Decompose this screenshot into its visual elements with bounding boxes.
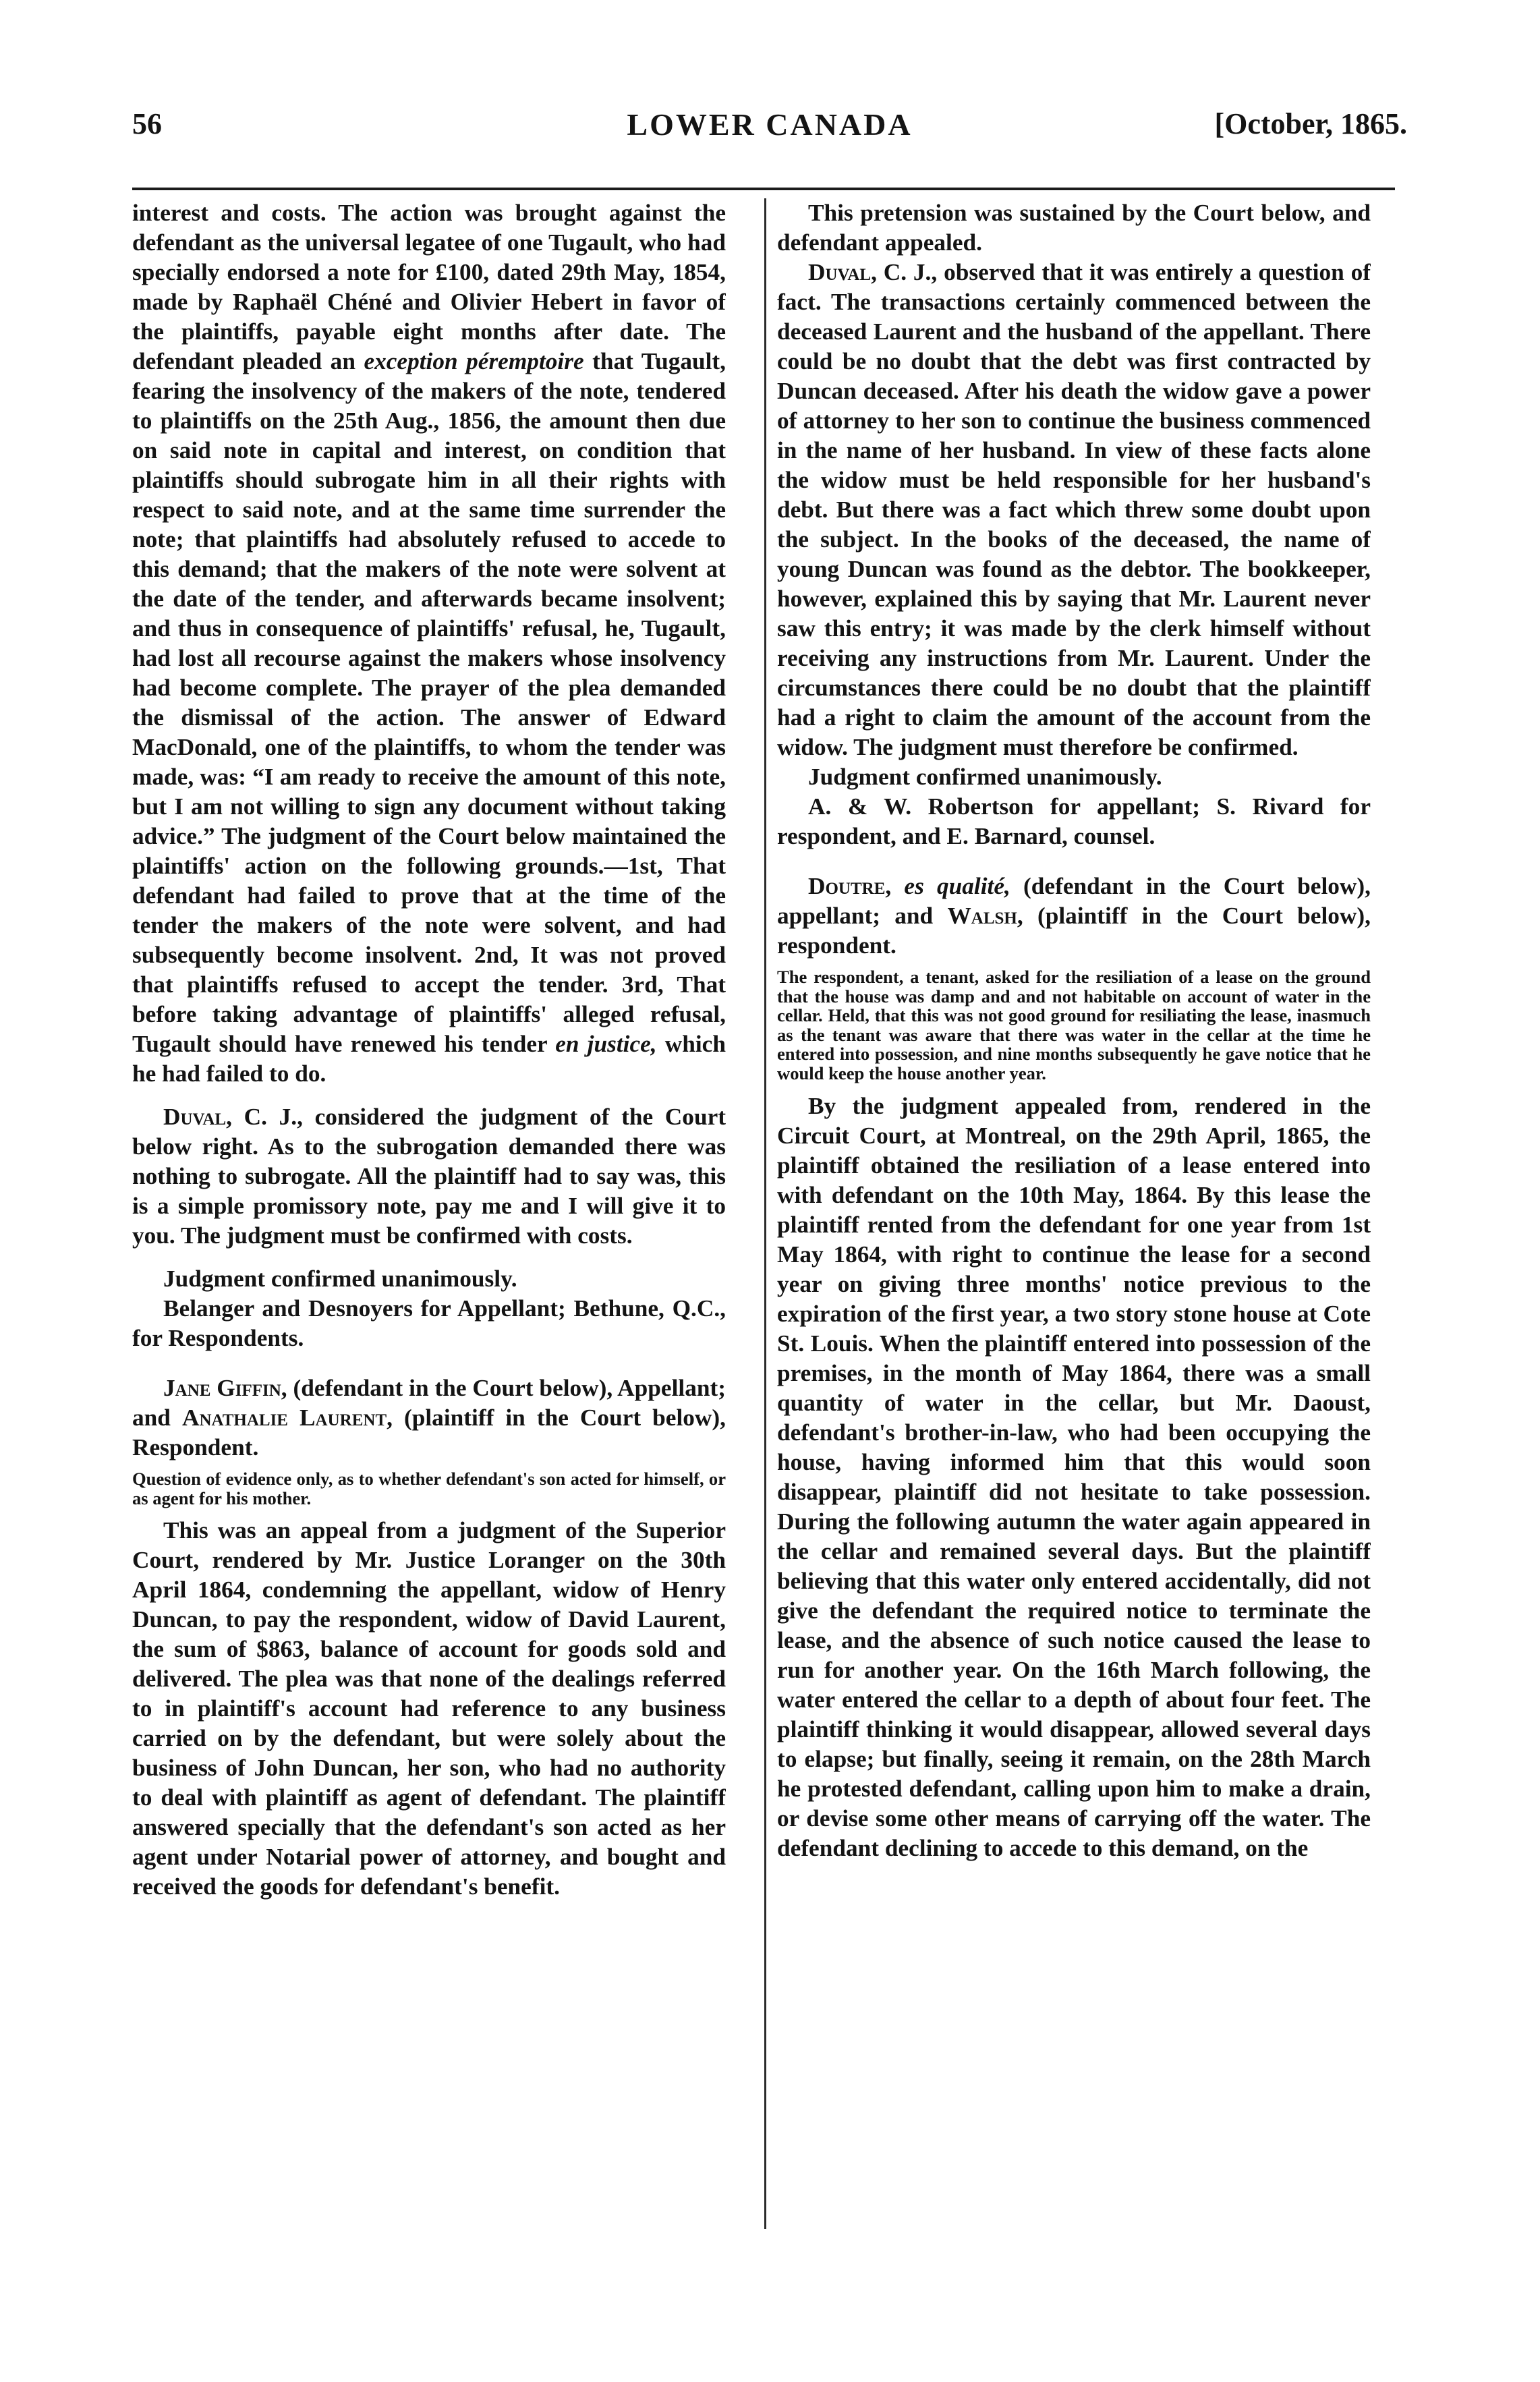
paragraph-appeal: This was an appeal from a judgment of the Superior Court, rendered by Mr. Justice Loranger on the 30th April 1864, condemning the appellant, widow of Henry Duncan, to pay the respondent, widow of David Laurent, the sum of $863, balance of account for goods sold and delivered. The plea was that none of the dealings referred to in plaintiff's account had reference to any business carried on by the defendant, but were solely about the business of John Duncan, her son, who had no authority to deal with plaintiff as agent of defendant. The plaintiff answered specially that the defendant's son acted as her agent under Notarial power of attorney, and bought and received the goods for defendant's benefit.: [132, 1517, 726, 1900]
right-column: [777, 198, 1371, 2364]
counsel-line: A. & W. Robertson for appellant; S. Rivard for respondent, and E. Barnard, counsel.: [777, 793, 1371, 849]
italic-term: en justice,: [555, 1031, 657, 1057]
left-column: [132, 198, 726, 2364]
header-rule: [132, 188, 1395, 190]
page-number: 56: [132, 107, 162, 140]
judgment-line: Judgment confirmed unanimously.: [163, 1266, 517, 1292]
paragraph-duval-observation: [777, 258, 1371, 762]
text-segment: which he had failed to do.: [132, 1031, 726, 1087]
paragraph-interest: [132, 198, 726, 1089]
italic-term: es qualité,: [904, 873, 1010, 899]
text-segment: (plaintiff in the Court below), respondent.: [777, 903, 1371, 959]
paragraph-duval-opinion: [132, 1102, 726, 1251]
text-segment: observed that it was entirely a question of fact. The transactions certainly commenced between the deceased Laurent and the husband of the appellant. There could be no doubt that the debt was first contracted by Duncan deceased. After his death the widow gave a power of attorney to her son to continue the business commenced in the name of her husband. In view of these facts alone the widow must be held responsible for her husband's debt. But there was a fact which threw some doubt upon the subject. In the books of the deceased, the name of young Duncan was found as the debtor. The bookkeeper, however, explained this by saying that Mr. Laurent never saw this entry; it was made by the clerk himself without receiving any instructions from Mr. Laurent. Under the circumstances there could be no doubt that the plaintiff had a right to claim the amount of the account from the widow. The judgment must therefore be confirmed.: [777, 259, 1371, 760]
judge-name: Duval, C. J.,: [808, 259, 938, 285]
party-name: Anathalie Laurent,: [181, 1405, 393, 1431]
text-segment: that Tugault, fearing the insolvency of the makers of the note, tendered to plaintiffs on the 25th Aug., 1856, the amount then due on said note in capital and interest, on condition that plaintiffs should subrogate him in all their rights with respect to said note, and at the same time surrender the note; that plaintiffs had absolutely refused to accede to this demand; that the makers of the note were solvent at the date of the tender, and afterwards became insolvent; and thus in consequence of plaintiffs' refusal, he, Tugault, had lost all recourse against the makers whose insolvency had become complete. The prayer of the plea demanded the dismissal of the action. The answer of Edward MacDonald, one of the plaintiffs, to whom the tender was made, was: “I am ready to receive the amount of this note, but I am not willing to sign any document without taking advice.” The judgment of the Court below maintained the plaintiffs' action on the following grounds.—1st, That defendant had failed to prove that at the time of the tender the makers of the note were solvent, and had subsequently become insolvent. 2nd, It was not proved that plaintiffs refused to accept the tender. 3rd, That before taking advantage of plaintiffs' alleged refusal, Tugault should have renewed his tender: [132, 348, 726, 1057]
judge-name: Duval, C. J.,: [163, 1104, 303, 1130]
syllabus-doutre: The respondent, a tenant, asked for the resiliation of a lease on the ground that the house was damp and and not habitable on account of water in the cellar. Held, that this was not good ground for resiliating the lease, inasmuch as the tenant was aware that there was water in the cellar at the time he entered into possession, and nine months subsequently he gave notice that he would keep the house another year.: [777, 967, 1371, 1083]
text-segment: considered the judgment of the Court below right. As to the subrogation demanded there was nothing to subrogate. All the plaintiff had to say was, this is a simple promissory note, pay me and I will give it to you. The judgment must be confirmed with costs.: [132, 1104, 726, 1249]
text-segment: (defendant in the Court below), appellant; and: [777, 873, 1371, 929]
party-name: Walsh,: [947, 903, 1023, 929]
text-segment: (plaintiff in the Court below), Respondent.: [132, 1405, 726, 1461]
italic-term: exception péremptoire: [364, 348, 584, 374]
running-header: [132, 107, 1407, 154]
column-divider: [764, 198, 766, 2229]
paragraph-lease: By the judgment appealed from, rendered in the Circuit Court, at Montreal, on the 29th April, 1865, the plaintiff obtained the resiliation of a lease entered into with defendant on the 10th May, 1864. By this lease the plaintiff rented from the defendant for one year from 1st May 1864, with right to continue the lease for a second year on giving three months' notice previous to the expiration of the first year, a two story stone house at Cote St. Louis. When the plaintiff entered into possession of the premises, in the month of May 1864, there was a small quantity of water in the cellar, but Mr. Daoust, defendant's brother-in-law, who had been occupying the house, having informed him that this would soon disappear, plaintiff did not hesitate to take possession. During the following autumn the water again appeared in the cellar and remained several days. But the plaintiff believing that this water only entered accidentally, did not give the defendant the required notice to terminate the lease, and the absence of such notice caused the lease to run for another year. On the 16th March following, the water entered the cellar to a depth of about four feet. The plaintiff thinking it would disappear, allowed several days to elapse; but finally, seeing it remain, on the 28th March he protested defendant, calling upon him to make a drain, or devise some other means of carrying off the water. The defendant declining to accede to this demand, on the: [777, 1092, 1371, 1861]
case-heading-doutre: [777, 872, 1371, 961]
case-heading-giffin: [132, 1373, 726, 1463]
party-name: Doutre,: [808, 873, 892, 899]
running-title: LOWER CANADA: [627, 107, 913, 142]
syllabus-giffin: Question of evidence only, as to whether defendant's son acted for himself, or as agent for his mother.: [132, 1469, 726, 1508]
party-name: Jane Giffin,: [163, 1375, 287, 1401]
counsel-line: Belanger and Desnoyers for Appellant; Bethune, Q.C., for Respondents.: [132, 1295, 726, 1351]
text-segment: (defendant in the Court below), Appellant; and: [132, 1375, 726, 1431]
paragraph-pretension: This pretension was sustained by the Court below, and defendant appealed.: [777, 200, 1371, 256]
text-segment: interest and costs. The action was brought against the defendant as the universal legatee of one Tugault, who had specially endorsed a note for £100, dated 29th May, 1854, made by Raphaël Chéné and Olivier Hebert in favor of the plaintiffs, payable eight months after date. The defendant pleaded an: [132, 200, 726, 374]
judgment-line: Judgment confirmed unanimously.: [808, 764, 1162, 790]
running-date: [October, 1865.: [1214, 107, 1407, 140]
